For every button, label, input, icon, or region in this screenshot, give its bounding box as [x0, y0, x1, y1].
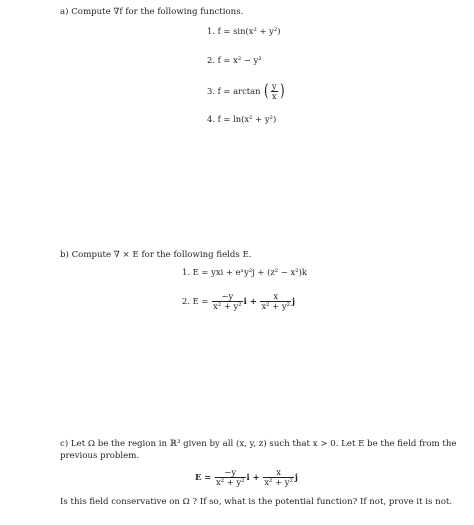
fraction-denominator: x² + y²	[216, 476, 245, 487]
part-c-line-2: previous problem.	[60, 451, 140, 461]
fraction-denominator: x	[271, 90, 277, 101]
fraction-numerator: y	[271, 81, 277, 91]
part-c-fraction-1	[215, 468, 246, 487]
fraction-numerator: x	[260, 292, 291, 302]
part-c-equation-mid: i +	[246, 471, 260, 482]
part-a-item-1: 1. f = sin(x² + y²)	[207, 26, 281, 36]
part-b-fraction-2	[260, 292, 291, 311]
part-c-equation-prefix: E =	[195, 471, 212, 482]
part-a-item-3-fraction	[271, 82, 278, 101]
fraction-numerator: −y	[215, 468, 246, 478]
fraction-numerator: x	[263, 468, 294, 478]
part-b-item-1: 1. E = yxi + eˣy²j + (z² − x²)k	[182, 267, 307, 277]
part-b-item-2	[182, 292, 295, 311]
part-a-heading: a) Compute ∇f for the following functions.	[60, 7, 244, 17]
right-paren: )	[279, 80, 285, 101]
fraction-denominator: x² + y²	[261, 300, 290, 311]
fraction-numerator: −y	[212, 292, 243, 302]
part-c-question: Is this field conservative on Ω ? If so, what is the potential function? If not, prove it is not.	[60, 497, 453, 507]
part-c-equation-end: j	[294, 471, 298, 482]
part-a-item-3-text: 3. f = arctan	[207, 85, 261, 96]
part-b-heading: b) Compute ∇ × E for the following fields E.	[60, 250, 252, 260]
part-a-item-4: 4. f = ln(x² + y²)	[207, 114, 277, 124]
fraction-denominator: x² + y²	[213, 300, 242, 311]
part-c-line-1: c) Let Ω be the region in ℝ³ given by all (x, y, z) such that x > 0. Let E be the field from the	[60, 439, 457, 449]
part-b-item-2-prefix: 2. E =	[182, 295, 209, 306]
left-paren: (	[264, 80, 269, 101]
part-b-fraction-1	[212, 292, 243, 311]
part-c-equation	[195, 468, 298, 487]
part-b-item-2-end: j	[291, 295, 295, 306]
fraction-denominator: x² + y²	[264, 476, 293, 487]
part-b-item-2-mid: i +	[243, 295, 257, 306]
part-a-item-2: 2. f = x² − y²	[207, 55, 262, 65]
part-a-item-3	[207, 82, 285, 101]
part-c-fraction-2	[263, 468, 294, 487]
